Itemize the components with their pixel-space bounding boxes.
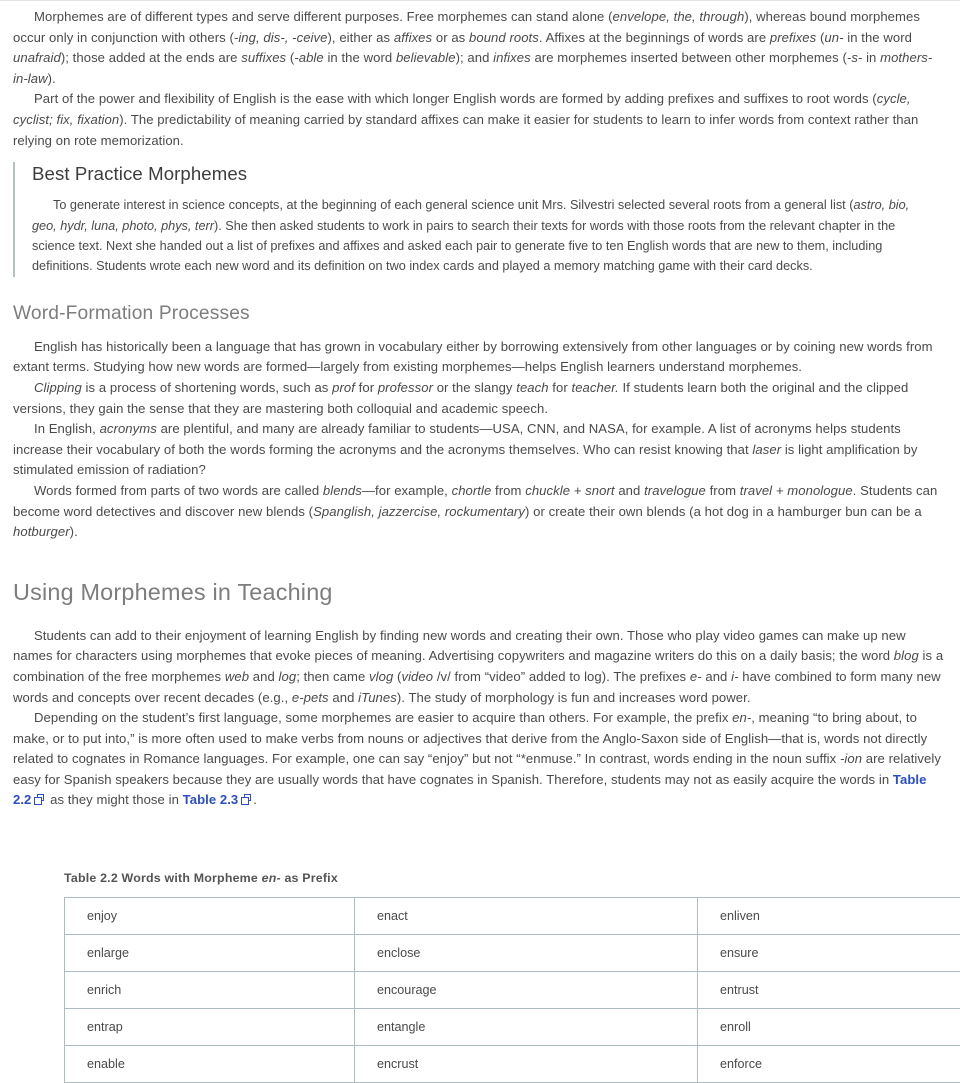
paragraph-depending-part1: Depending on the student’s first language, some morphemes are easier to acquire than others. For example, the prefix en-, meaning “to bring about, to make, or to put into,” is more often used to make verbs from nouns or adjectives that derive from the Anglo-Saxon side of English—that is, words not directly related to cognates in Romance languages. For example, one can say “enjoy” but not “*enmuse.” In contrast, words ending in the noun suffix -ion are relatively easy for Spanish speakers because they are usually words that have cognates in Spanish. Therefore, students may not as easily acquire the words in [13, 710, 941, 787]
table-cell: enforce [698, 1046, 960, 1083]
heading-using-morphemes-in-teaching: Using Morphemes in Teaching [13, 577, 947, 607]
words-with-en-prefix-table [64, 897, 960, 1083]
link-table-2-2[interactable]: Table 2.2 [13, 772, 926, 808]
table-cell: enclose [355, 935, 698, 972]
table-row [65, 1009, 960, 1046]
paragraph-morpheme-types: Morphemes are of different types and serve different purposes. Free morphemes can stand alone (envelope, the, through), whereas bound morphemes occur only in conjunction with others (-ing, dis-, -ceive), either as affixes or as bound roots. Affixes at the beginnings of words are prefixes (un- in the word unafraid); those added at the ends are suffixes (-able in the word believable); and infixes are morphemes inserted between other morphemes (-s- in mothers-in-law). [13, 7, 947, 89]
table-cell: enact [355, 898, 698, 935]
page-content [0, 1, 960, 1083]
table-cell: enroll [698, 1009, 960, 1046]
link-table-2-3[interactable]: Table 2.3 [183, 792, 239, 807]
heading-word-formation-processes: Word-Formation Processes [13, 301, 947, 327]
table-block [13, 871, 947, 1083]
table-cell: enrich [65, 972, 355, 1009]
best-practice-body: To generate interest in science concepts, at the beginning of each general science unit Mrs. Silvestri selected several roots from a general list (astro, bio, geo, hydr, luna, photo, phys, terr). She then asked students to work in pairs to search their texts for words with those roots from the relevant chapter in the science text. Next she handed out a list of prefixes and affixes and asked each pair to generate five to ten English words that are new to them, including definitions. Students wrote each new word and its definition on two index cards and played a memory matching game with their card decks. [32, 195, 947, 277]
table-row [65, 1046, 960, 1083]
table-caption-prefix: Table 2.2 Words with Morpheme [64, 871, 262, 885]
table-cell: encrust [355, 1046, 698, 1083]
table-cell: entrust [698, 972, 960, 1009]
paragraph-clipping: Clipping is a process of shortening words, such as prof for professor or the slangy teach for teacher. If students learn both the original and the clipped versions, they gain the sense that they are mastering both colloquial and academic speech. [13, 378, 947, 419]
table-cell: enable [65, 1046, 355, 1083]
paragraph-depending-end: . [253, 792, 257, 807]
table-cell: entrap [65, 1009, 355, 1046]
paragraph-depending-mid: as they might those in [46, 792, 182, 807]
table-row [65, 972, 960, 1009]
table-cell: enjoy [65, 898, 355, 935]
table-row [65, 935, 960, 972]
paragraph-blends: Words formed from parts of two words are called blends—for example, chortle from chuckle + snort and travelogue from travel + monologue. Students can become word detectives and discover new blends (Spanglish, jazzercise, rockumentary) or create their own blends (a hot dog in a hamburger bun can be a hotburger). [13, 481, 947, 543]
paragraph-depending-first-language [13, 708, 947, 811]
table-caption-morpheme: en- [262, 871, 281, 885]
best-practice-callout [13, 162, 947, 277]
table-cell: enlarge [65, 935, 355, 972]
paragraph-acronyms: In English, acronyms are plentiful, and many are already familiar to students—USA, CNN, and NASA, for example. A list of acronyms helps students increase their vocabulary of both the words forming the acronyms and the acronyms themselves. Who can resist knowing that laser is light amplification by stimulated emission of radiation? [13, 419, 947, 481]
table-caption-suffix: as Prefix [281, 871, 338, 885]
table-row [65, 898, 960, 935]
table-cell: enliven [698, 898, 960, 935]
paragraph-students-enjoyment: Students can add to their enjoyment of learning English by finding new words and creating their own. Those who play video games can make up new names for characters using morphemes that evoke pieces of meaning. Advertising copywriters and magazine writers do this on a daily basis; the word blog is a combination of the free morphemes web and log; then came vlog (video /v/ from “video” added to log). The prefixes e- and i- have combined to form many new words and concepts over recent decades (e.g., e-pets and iTunes). The study of morphology is fun and increases word power. [13, 626, 947, 708]
table-cell: ensure [698, 935, 960, 972]
paragraph-power-flexibility: Part of the power and flexibility of English is the ease with which longer English words are formed by adding prefixes and suffixes to root words (cycle, cyclist; fix, fixation). The predictability of meaning carried by standard affixes can make it easier for students to learn to infer words from context rather than relying on rote memorization. [13, 89, 947, 151]
paragraph-borrowing-coining: English has historically been a language that has grown in vocabulary either by borrowing extensively from other languages or by coining new words from extant terms. Studying how new words are formed—largely from existing morphemes—helps English learners understand morphemes. [13, 337, 947, 378]
popup-window-icon[interactable] [34, 794, 45, 805]
popup-window-icon[interactable] [241, 794, 252, 805]
table-body [65, 898, 960, 1083]
table-caption [64, 871, 947, 885]
table-cell: encourage [355, 972, 698, 1009]
best-practice-title: Best Practice Morphemes [32, 162, 947, 186]
table-cell: entangle [355, 1009, 698, 1046]
